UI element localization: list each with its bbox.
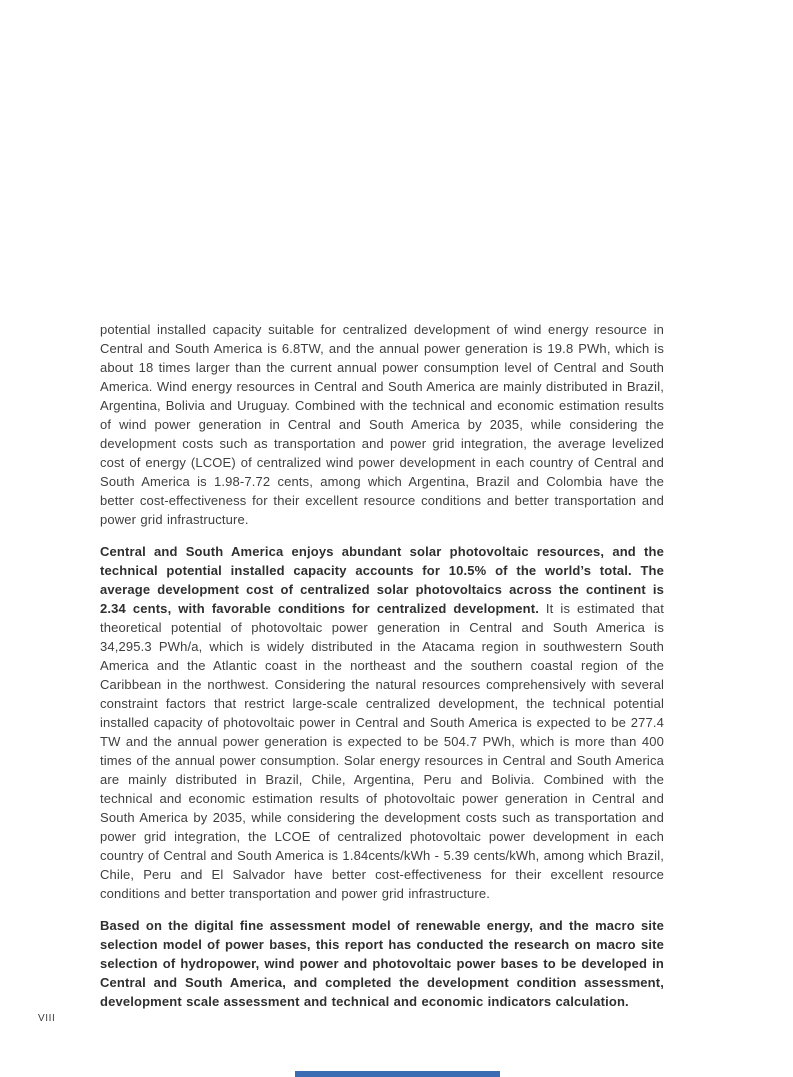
paragraph-conclusion: Based on the digital fine assessment model of renewable energy, and the macro site selection model of power bases, this report has conducted the research on macro site selection of hydropower, wind power and photovoltaic power bases to be developed in Central and South America, and completed the development condition assessment, development scale assessment and technical and economic indicators calculation. xyxy=(100,918,664,1009)
page-number: VIII xyxy=(38,1013,56,1024)
footer-accent-bar xyxy=(295,1071,500,1077)
body-text xyxy=(100,320,664,1024)
paragraph-solar-energy-lead: Central and South America enjoys abundant solar photovoltaic resources, and the technical potential installed capacity accounts for 10.5% of the world’s total. The average development cost of centralized solar photovoltaics across the continent is 2.34 cents, with favorable conditions for centralized development. xyxy=(100,544,664,616)
paragraph-solar-energy-body: It is estimated that theoretical potential of photovoltaic power generation in Central and South America is 34,295.3 PWh/a, which is widely distributed in the Atacama region in southwestern South America and the Atlantic coast in the northeast and the southern coastal region of the Caribbean in the northwest. Considering the natural resources comprehensively with several constraint factors that restrict large-scale centralized development, the technical potential installed capacity of photovoltaic power in Central and South America is expected to be 277.4 TW and the annual power generation is expected to be 504.7 PWh, which is more than 400 times of the annual power consumption. Solar energy resources in Central and South America are mainly distributed in Brazil, Chile, Argentina, Peru and Bolivia. Combined with the technical and economic estimation results of photovoltaic power generation in Central and South America by 2035, while considering the development costs such as transportation and power grid integration, the LCOE of centralized photovoltaic power development in each country of Central and South America is 1.84cents/kWh - 5.39 cents/kWh, among which Brazil, Chile, Peru and El Salvador have better cost-effectiveness for their excellent resource conditions and better transportation and power grid infrastructure. xyxy=(100,601,664,901)
paragraph-solar-energy xyxy=(100,542,664,903)
paragraph-wind-energy: potential installed capacity suitable for centralized development of wind energy resource in Central and South America is 6.8TW, and the annual power generation is 19.8 PWh, which is about 18 times larger than the current annual power consumption level of Central and South America. Wind energy resources in Central and South America are mainly distributed in Brazil, Argentina, Bolivia and Uruguay. Combined with the technical and economic estimation results of wind power generation in Central and South America by 2035, while considering the development costs such as transportation and power grid integration, the average levelized cost of energy (LCOE) of centralized wind power development in each country of Central and South America is 1.98-7.72 cents, among which Argentina, Brazil and Colombia have the better cost-effectiveness for their excellent resource conditions and better transportation and power grid infrastructure. xyxy=(100,322,664,527)
